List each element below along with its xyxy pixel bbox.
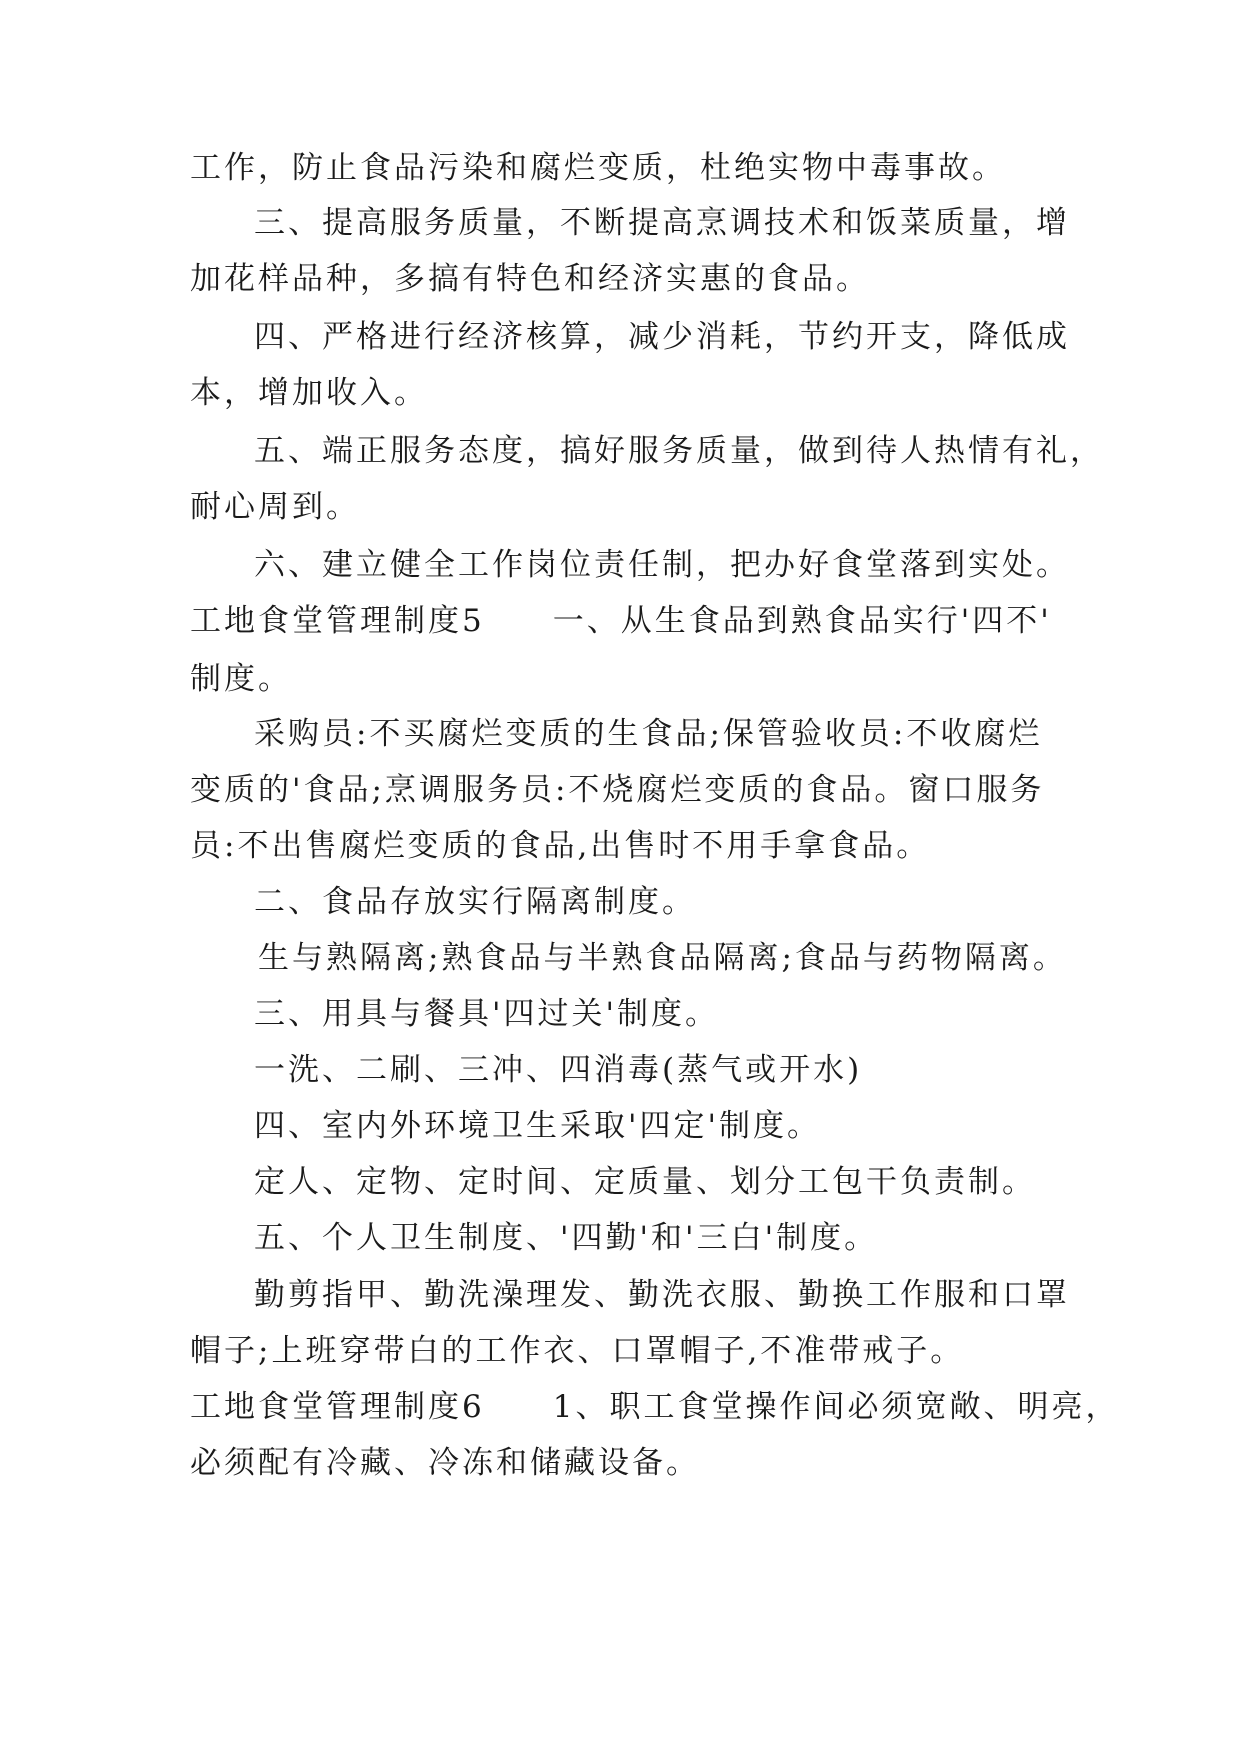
text-line: 四、室内外环境卫生采取'四定'制度。 bbox=[254, 1108, 822, 1144]
text-line: 生与熟隔离;熟食品与半熟食品隔离;食品与药物隔离。 bbox=[258, 940, 1067, 976]
text-line: 加花样品种，多搞有特色和经济实惠的食品。 bbox=[190, 261, 870, 297]
text-line: 五、个人卫生制度、'四勤'和'三白'制度。 bbox=[254, 1220, 879, 1256]
text-line: 本，增加收入。 bbox=[190, 375, 428, 411]
text-line: 制度。 bbox=[190, 661, 292, 697]
text-line: 二、食品存放实行隔离制度。 bbox=[254, 884, 696, 920]
text-line: 耐心周到。 bbox=[190, 489, 360, 525]
text-line: 工作，防止食品污染和腐烂变质，杜绝实物中毒事故。 bbox=[190, 150, 1006, 186]
text-line: 变质的'食品;烹调服务员:不烧腐烂变质的食品。窗口服务 bbox=[190, 772, 1045, 808]
text-line: 三、提高服务质量，不断提高烹调技术和饭菜质量，增 bbox=[254, 205, 1070, 241]
text-line: 四、严格进行经济核算，减少消耗，节约开支，降低成 bbox=[254, 319, 1070, 355]
text-line: 采购员:不买腐烂变质的生食品;保管验收员:不收腐烂 bbox=[254, 716, 1043, 752]
text-line: 员:不出售腐烂变质的食品,出售时不用手拿食品。 bbox=[190, 828, 931, 864]
text-line: 工地食堂管理制度6 1、职工食堂操作间必须宽敞、明亮， bbox=[190, 1389, 1120, 1425]
text-line: 五、端正服务态度，搞好服务质量，做到待人热情有礼， bbox=[254, 433, 1104, 469]
text-line: 定人、定物、定时间、定质量、划分工包干负责制。 bbox=[254, 1164, 1036, 1200]
text-line: 帽子;上班穿带白的工作衣、口罩帽子,不准带戒子。 bbox=[190, 1333, 965, 1369]
text-line: 勤剪指甲、勤洗澡理发、勤洗衣服、勤换工作服和口罩 bbox=[254, 1277, 1070, 1313]
text-line: 一洗、二刷、三冲、四消毒(蒸气或开水) bbox=[254, 1052, 863, 1088]
text-line: 工地食堂管理制度5 一、从生食品到熟食品实行'四不' bbox=[190, 603, 1052, 639]
text-line: 必须配有冷藏、冷冻和储藏设备。 bbox=[190, 1445, 700, 1481]
text-line: 六、建立健全工作岗位责任制，把办好食堂落到实处。 bbox=[254, 547, 1070, 583]
text-line: 三、用具与餐具'四过关'制度。 bbox=[254, 996, 720, 1032]
